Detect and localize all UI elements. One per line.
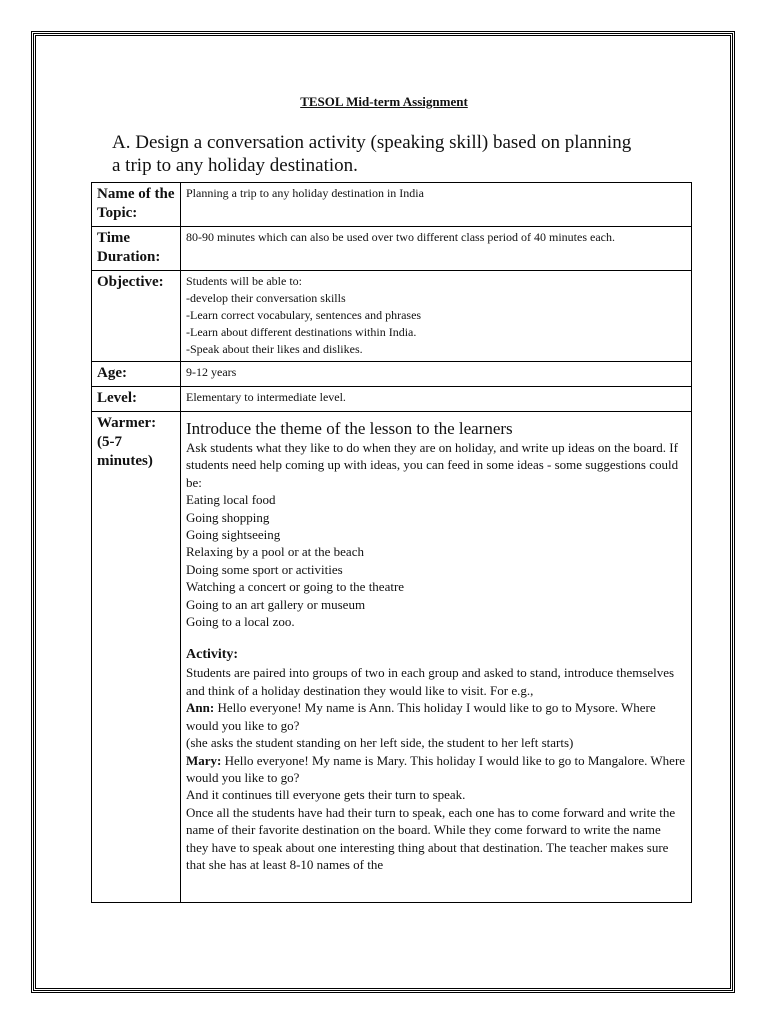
- objective-line: -Speak about their likes and dislikes.: [186, 342, 363, 356]
- table-row-topic: [92, 183, 692, 227]
- objective-label: Objective:: [92, 271, 181, 362]
- closing-text: Once all the students have had their turn to speak, each one has to come forward and write the name of their favorite destination on the board. While they come forward to write the name they have to speak about one interesting thing about that destination. The teacher makes sure that she has at least 8-10 names of the: [186, 804, 676, 872]
- topic-value: Planning a trip to any holiday destination in India: [181, 183, 692, 227]
- warmer-heading: Introduce the theme of the lesson to the learners: [186, 419, 513, 438]
- objective-value: [181, 271, 692, 362]
- level-label: Level:: [92, 387, 181, 412]
- assignment-question: [112, 131, 702, 177]
- warmer-content: [186, 414, 686, 899]
- ann-note: (she asks the student standing on her left side, the student to her left starts): [186, 735, 574, 751]
- suggestion-item: Going to an art gallery or museum: [186, 596, 366, 612]
- objective-line: Students will be able to:: [186, 274, 302, 288]
- speaker-ann: Ann:: [186, 700, 215, 716]
- document-title: TESOL Mid-term Assignment: [300, 94, 468, 109]
- objective-line: -Learn correct vocabulary, sentences and phrases: [186, 308, 422, 322]
- dialogue-ann: [186, 699, 686, 734]
- level-value: Elementary to intermediate level.: [181, 387, 692, 412]
- lesson-plan-table: [91, 182, 692, 903]
- question-line-1: A. Design a conversation activity (speaking skill) based on planning: [112, 132, 632, 153]
- age-label: Age:: [92, 362, 181, 387]
- warmer-intro: Ask students what they like to do when they are on holiday, and write up ideas on the board. If students need help coming up with ideas, you can feed in some ideas - some suggestions could be:: [186, 440, 679, 490]
- suggestion-item: Doing some sport or activities: [186, 561, 343, 577]
- continues-text: And it continues till everyone gets their turn to speak.: [186, 787, 466, 803]
- suggestion-item: Going to a local zoo.: [186, 614, 295, 630]
- suggestion-item: Eating local food: [186, 492, 276, 508]
- table-row-objective: [92, 271, 692, 362]
- question-line-2: a trip to any holiday destination.: [112, 155, 358, 176]
- objective-line: -develop their conversation skills: [186, 291, 346, 305]
- table-row-time: [92, 227, 692, 271]
- suggestion-item: Relaxing by a pool or at the beach: [186, 544, 364, 560]
- table-row-level: [92, 387, 692, 412]
- suggestion-item: Going shopping: [186, 509, 270, 525]
- speaker-mary: Mary:: [186, 752, 222, 768]
- time-label: Time Duration:: [92, 227, 181, 271]
- age-value: 9-12 years: [181, 362, 692, 387]
- activity-heading: Activity:: [186, 647, 239, 663]
- time-value: 80-90 minutes which can also be used over two different class period of 40 minutes each.: [181, 227, 692, 271]
- suggestion-item: Going sightseeing: [186, 527, 281, 543]
- activity-intro: Students are paired into groups of two in each group and asked to stand, introduce themselves and think of a holiday destination they would like to visit. For e.g.,: [186, 665, 675, 698]
- suggestion-item: Watching a concert or going to the theatre: [186, 579, 405, 595]
- warmer-value: [181, 412, 692, 903]
- table-row-warmer: [92, 412, 692, 903]
- topic-label: Name of the Topic:: [92, 183, 181, 227]
- warmer-label: Warmer: (5-7 minutes): [92, 412, 181, 903]
- objective-line: -Learn about different destinations within India.: [186, 325, 417, 339]
- mary-line: Hello everyone! My name is Mary. This holiday I would like to go to Mangalore. Where would you like to go?: [186, 752, 686, 785]
- table-row-age: [92, 362, 692, 387]
- ann-line: Hello everyone! My name is Ann. This holiday I would like to go to Mysore. Where would you like to go?: [186, 700, 656, 733]
- dialogue-mary: [186, 752, 686, 787]
